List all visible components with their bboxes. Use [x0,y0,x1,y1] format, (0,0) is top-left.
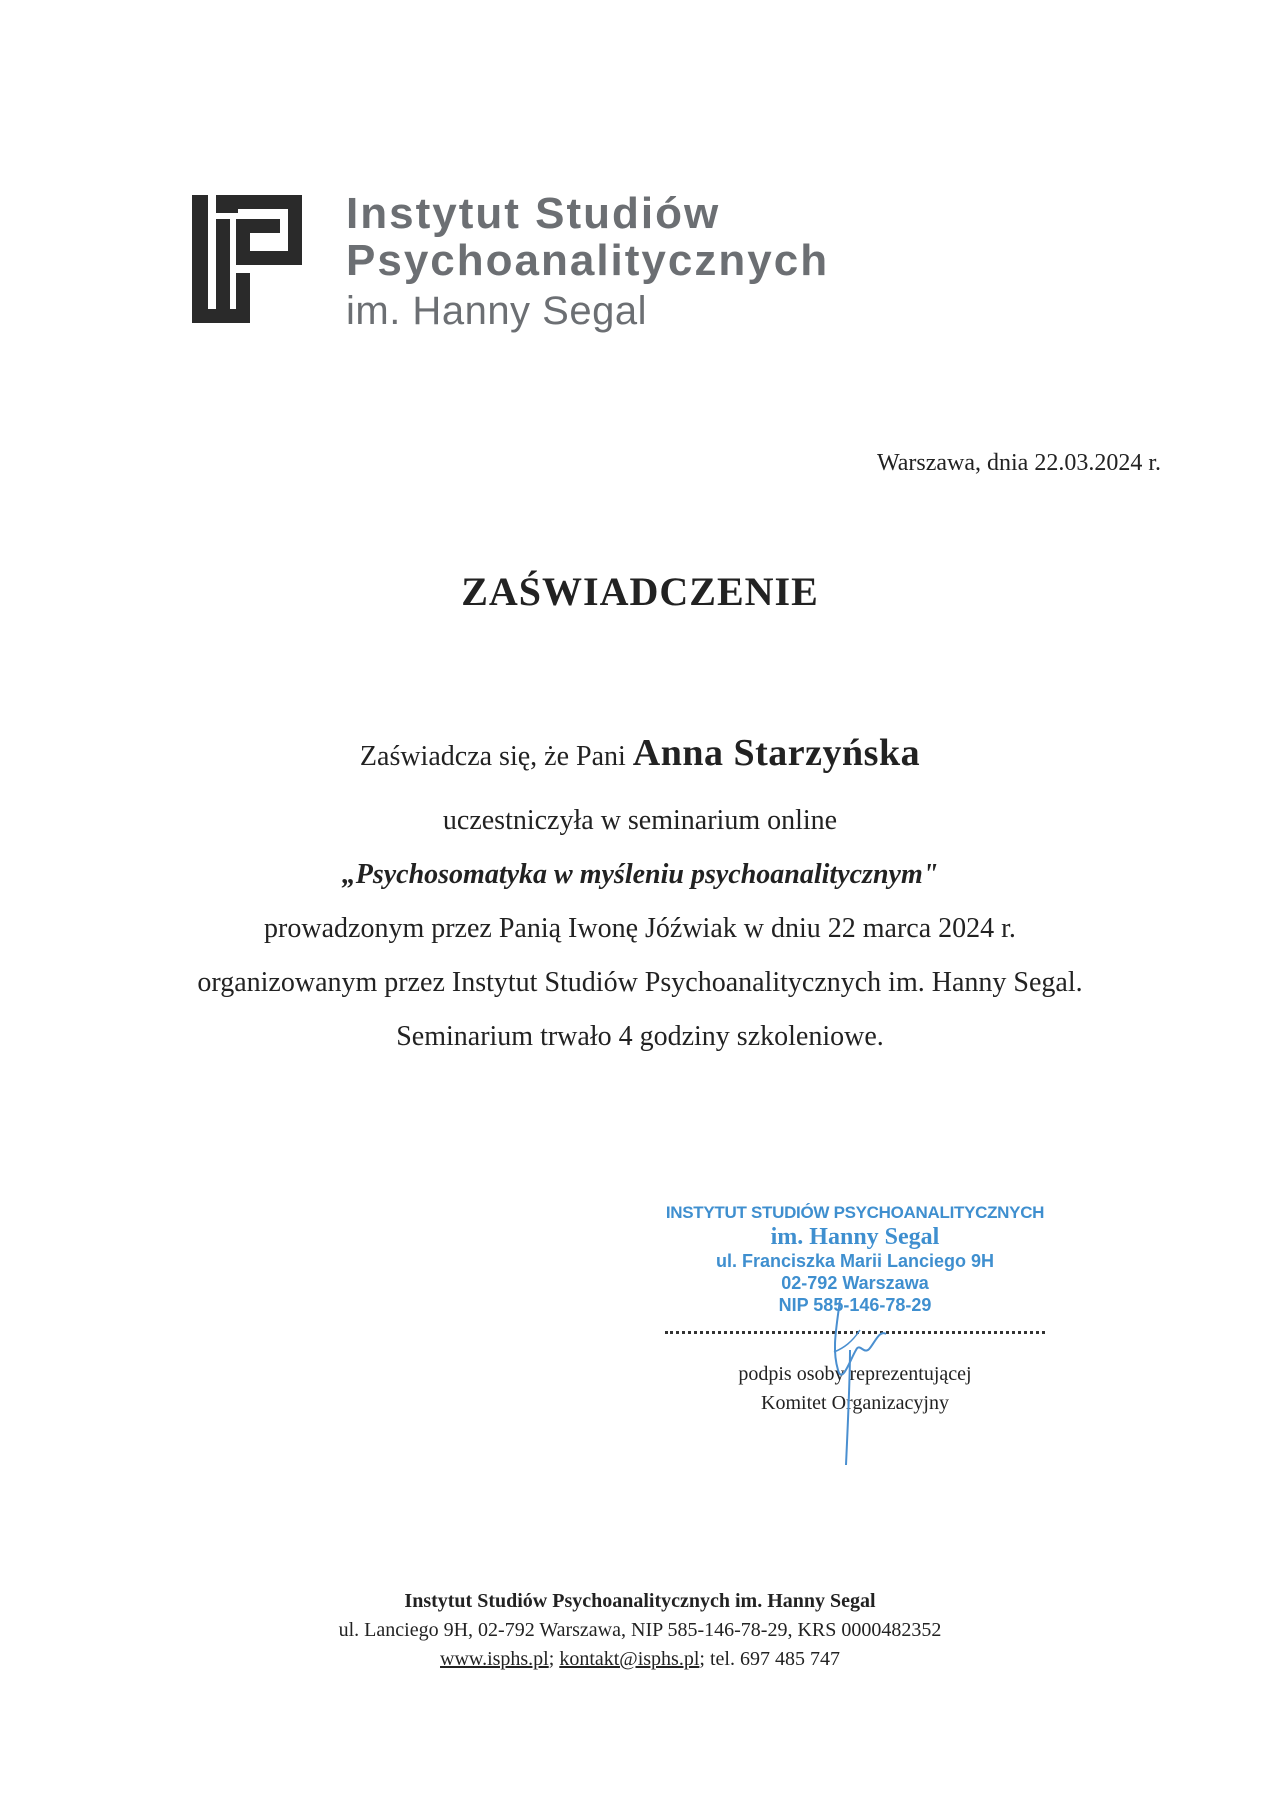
footer-institute-name: Instytut Studiów Psychoanalitycznych im. Hanny Segal [404,1590,876,1612]
institute-logo-text [346,190,829,338]
footer-phone: ; tel. 697 485 747 [699,1648,840,1670]
handwritten-signature-icon [810,1290,940,1470]
stamp-line-5: NIP 585-146-78-29 [778,1295,932,1315]
document-title: ZAŚWIADCZENIE [461,569,819,614]
email-link[interactable]: kontakt@isphs.pl [559,1648,700,1670]
certificate-line-1 [0,728,1280,794]
page-footer [0,1587,1280,1674]
certificate-body [0,728,1280,1064]
certificate-line-6: Seminarium trwało 4 godziny szkoleniowe. [396,1021,884,1052]
certificate-intro: Zaświadcza się, że Pani [359,741,626,772]
stamp-line-4: 02-792 Warszawa [781,1273,929,1293]
seminar-title: „Psychosomatyka w myśleniu psychoanalitycznym" [341,859,939,890]
signature-caption-line-2: Komitet Organizacyjny [761,1392,949,1414]
footer-address: ul. Lanciego 9H, 02-792 Warszawa, NIP 585-146-78-29, KRS 0000482352 [338,1619,942,1641]
logo-line-1: Instytut Studiów [346,189,721,238]
participant-name: Anna Starzyńska [632,732,921,774]
certificate-line-5: organizowanym przez Instytut Studiów Psychoanalitycznych im. Hanny Segal. [197,967,1083,998]
signature-caption-line-1: podpis osoby reprezentującej [738,1363,972,1385]
stamp-line-1: INSTYTUT STUDIÓW PSYCHOANALITYCZNYCH [665,1203,1045,1222]
logo-line-3: im. Hanny Segal [346,289,647,333]
footer-contacts: www.isphs.pl; kontakt@isphs.pl; tel. 697 485 747 [440,1648,840,1670]
logo-line-2: Psychoanalitycznych [346,236,830,285]
institute-logo-icon [192,195,302,323]
document-date: Warszawa, dnia 22.03.2024 r. [877,450,1161,476]
website-link[interactable]: www.isphs.pl [440,1648,549,1670]
stamp-line-3: ul. Franciszka Marii Lanciego 9H [715,1251,995,1271]
certificate-line-4: prowadzonym przez Panią Iwonę Jóźwiak w dniu 22 marca 2024 r. [264,913,1016,944]
stamp-line-2: im. Hanny Segal [770,1224,940,1250]
certificate-line-2: uczestniczyła w seminarium online [442,805,838,836]
